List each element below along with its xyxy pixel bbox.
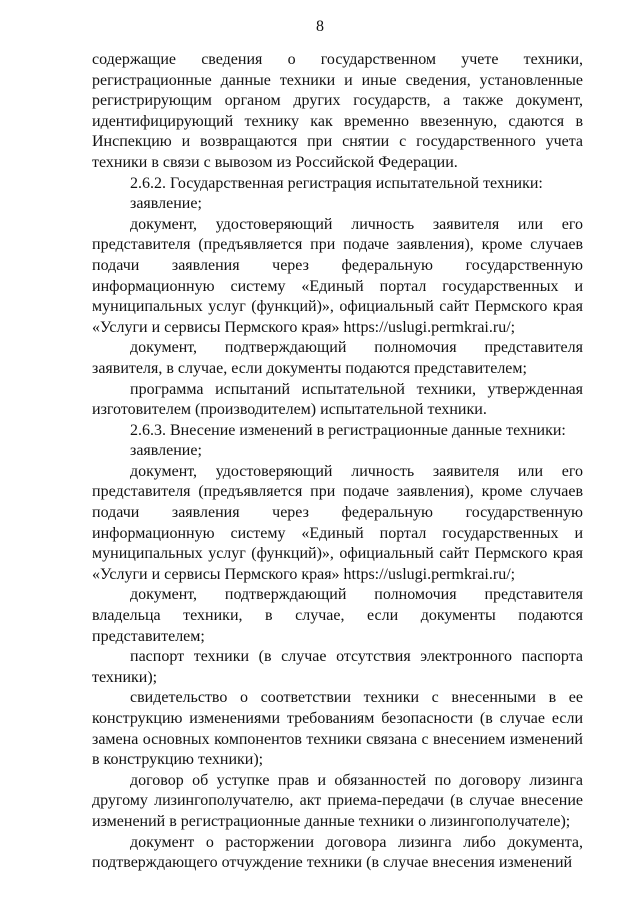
list-item-vehicle-passport: паспорт техники (в случае отсутствия электронного паспорта техники); (92, 648, 583, 686)
list-item-power-of-attorney: документ, подтверждающий полномочия представителя владельца техники, в случае, если документы подаются представителем; (92, 586, 583, 645)
list-item-leasing-assignment: договор об уступке прав и обязанностей по договору лизинга другому лизингополучателю, акт приема-передачи (в случае внесение изменений в регистрационные данные техники о лизингополучателе); (92, 771, 583, 830)
list-item-application: заявление; (130, 442, 202, 460)
paragraph-continuation: содержащие сведения о государственном учете техники, регистрационные данные техники и иные сведения, установленные регистрирующим органом других государств, а также документ, идентифицирующий технику как временно ввезенную, сдаются в Инспекцию и возвращаются при снятии с государственного учета техники в связи с вывозом из Российской Федерации. (92, 51, 583, 171)
section-heading-2-6-3: 2.6.3. Внесение изменений в регистрационные данные техники: (130, 421, 566, 439)
list-item-power-of-attorney: документ, подтверждающий полномочия представителя заявителя, в случае, если документы подаются представителем; (92, 339, 583, 377)
list-item-test-program: программа испытаний испытательной техники, утвержденная изготовителем (производителем) испытательной техники. (92, 380, 583, 419)
list-item-identity-document: документ, удостоверяющий личность заявителя или его представителя (предъявляется при подаче заявления), кроме случаев подачи заявления через федеральную государственную информационную систему «Единый портал государственных и муниципальных услуг (функций)», официальный сайт Пермского края «Услуги и сервисы Пермского края» https://uslugi.permkrai.ru/; (92, 215, 583, 336)
list-item-identity-document: документ, удостоверяющий личность заявителя или его представителя (предъявляется при подаче заявления), кроме случаев подачи заявления через федеральную государственную информационную систему «Единый портал государственных и муниципальных услуг (функций)», официальный сайт Пермского края «Услуги и сервисы Пермского края» https://uslugi.permkrai.ru/; (92, 462, 583, 583)
list-item-application: заявление; (130, 195, 202, 213)
list-item-leasing-termination: документ о расторжении договора лизинга либо документа, подтверждающего отчуждение техники (в случае внесения изменений (92, 833, 583, 872)
page-number: 8 (316, 18, 324, 35)
document-body (92, 50, 583, 874)
section-heading-2-6-2: 2.6.2. Государственная регистрация испытательной техники: (130, 174, 543, 192)
list-item-conformity-certificate: свидетельство о соответствии техники с внесенными в ее конструкцию изменениями требованиям безопасности (в случае если замена основных компонентов техники связана с внесением изменений в конструкцию техники); (92, 689, 583, 769)
